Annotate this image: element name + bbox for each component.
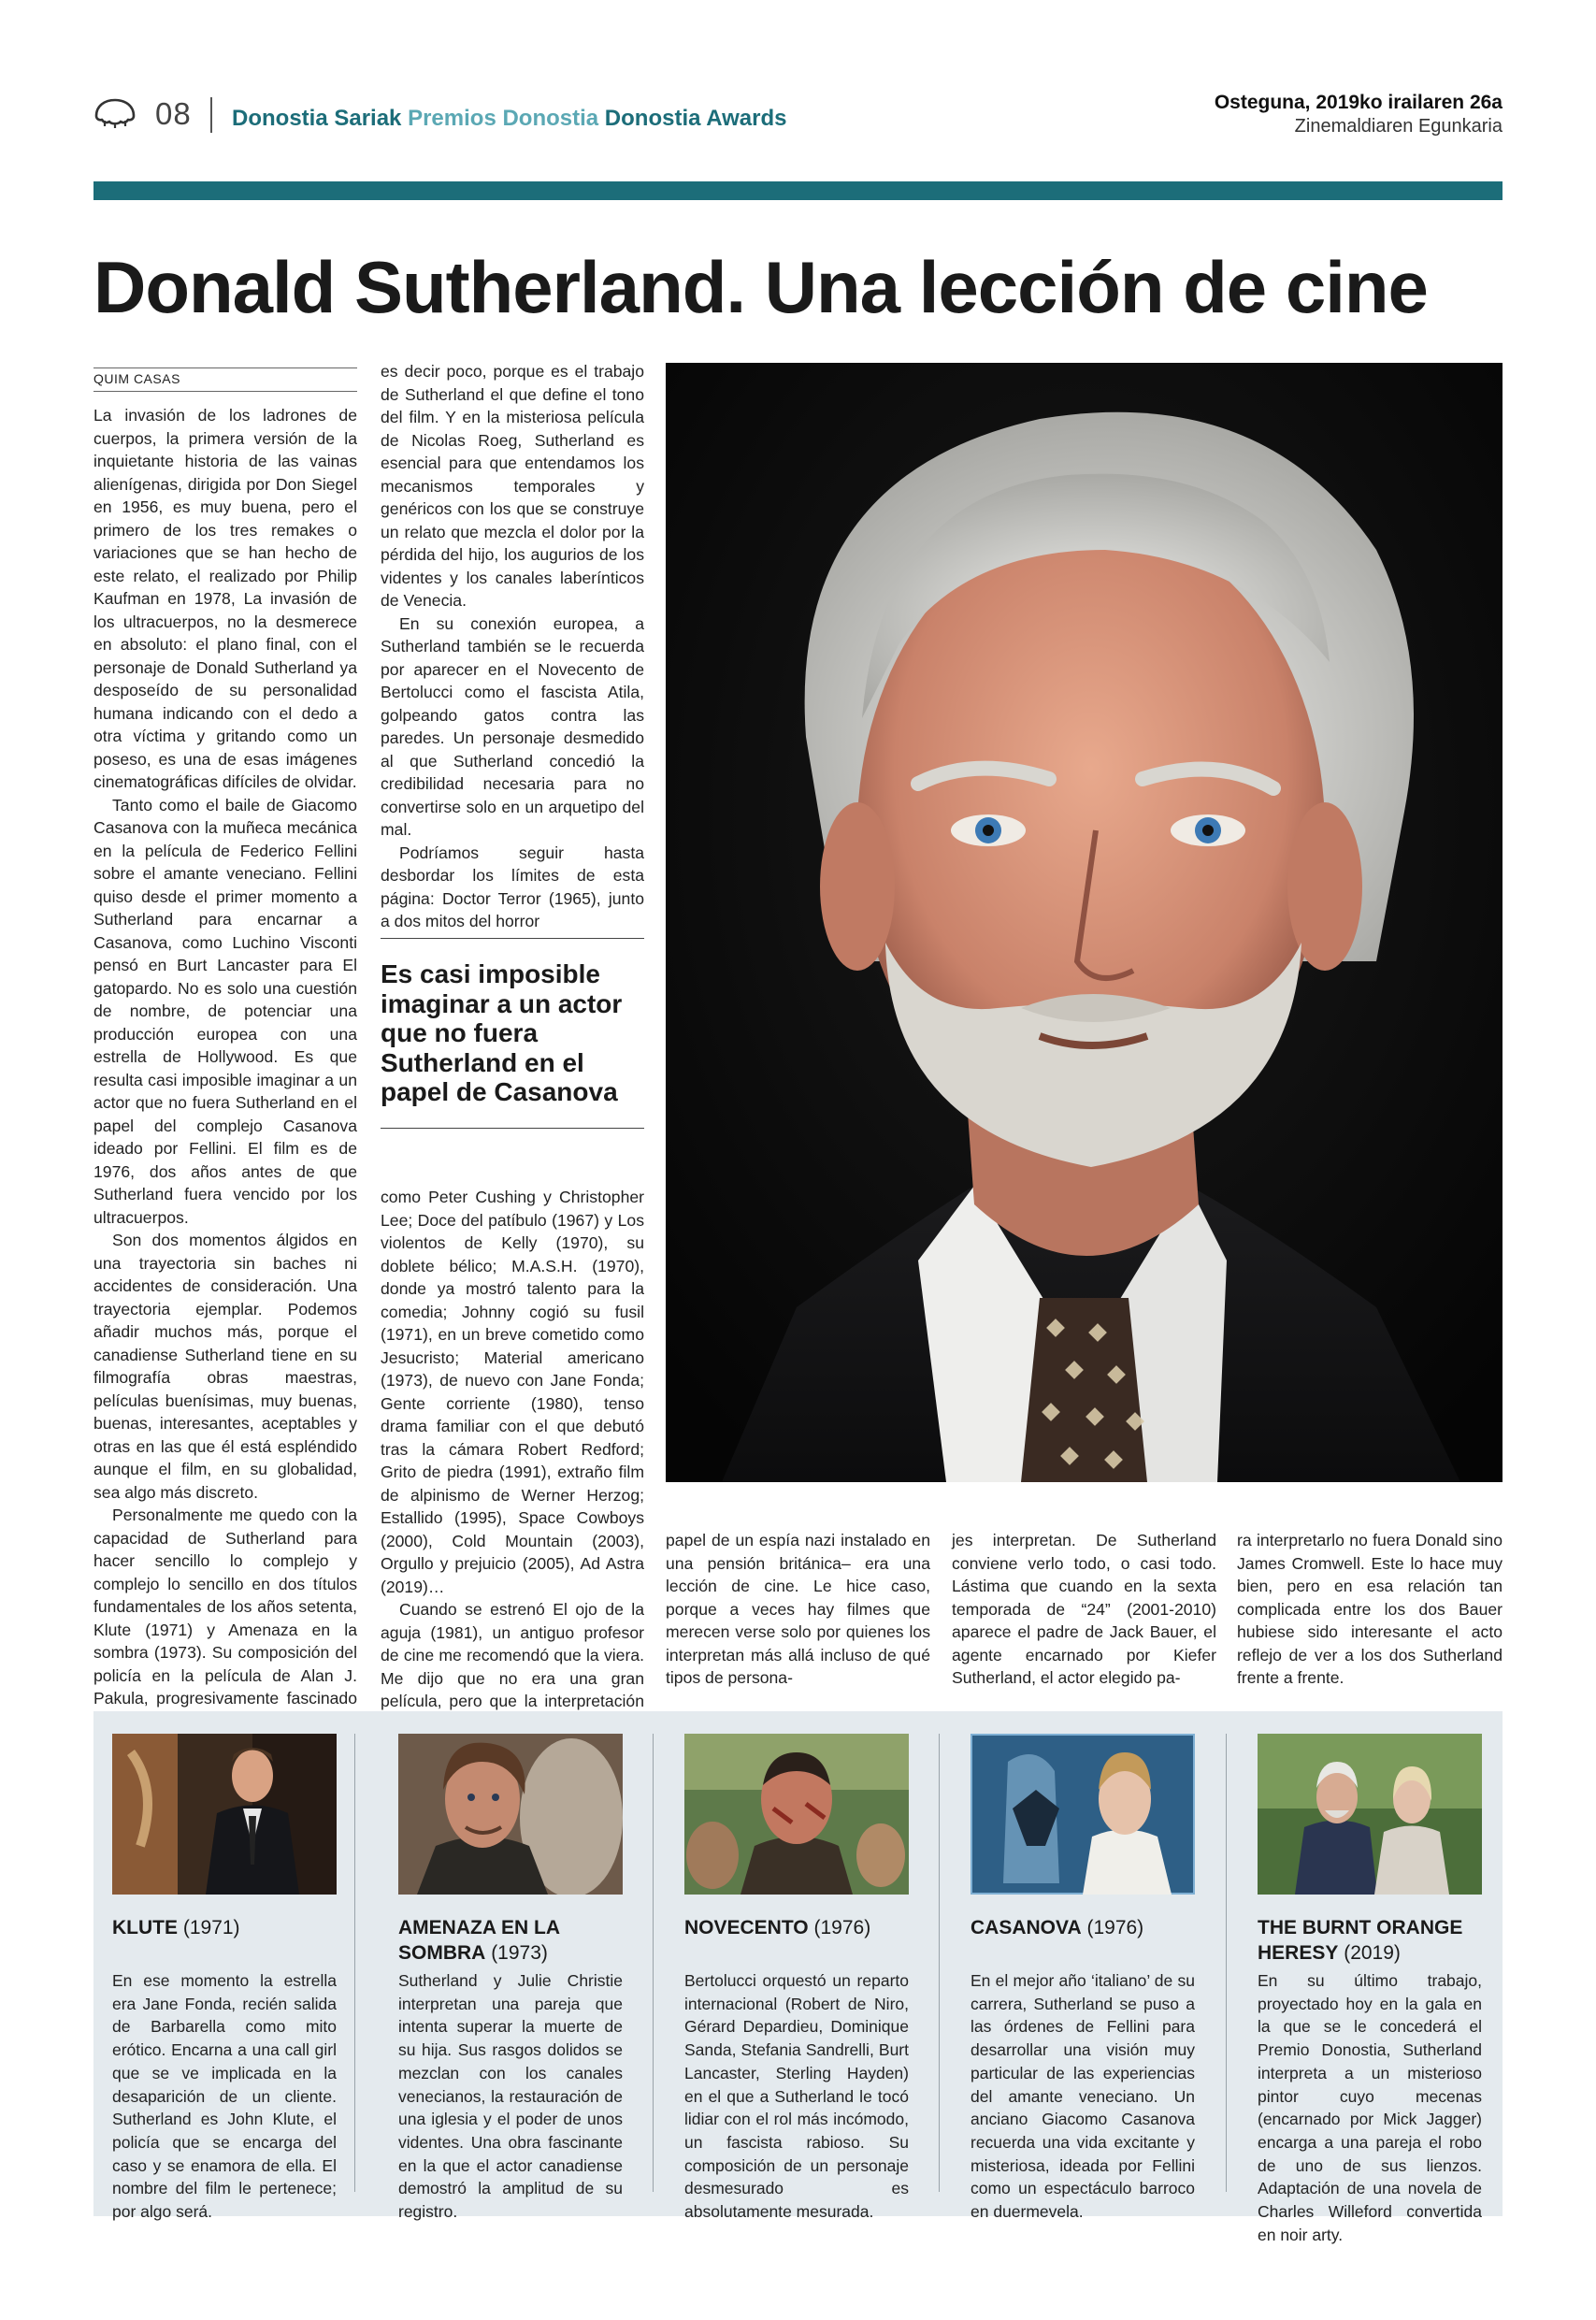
film-title [971, 1915, 1195, 1940]
casanova-still-photo [971, 1734, 1195, 1895]
film-description: En su último trabajo, proyectado hoy en la gala en la que se le concederá el Premio Donostia, Sutherland interpreta a un misterioso pintor cuyo mecenas (encarnado por Mick Jagger) encarga a una pareja el robo de uno de sus lienzos. Adaptación de una novela de Charles Willeford convertida en noir arty. [1258, 1971, 1482, 2244]
article-column-1 [93, 404, 357, 1779]
film-title-text: KLUTE [112, 1917, 178, 1938]
film-title-text: CASANOVA [971, 1917, 1082, 1938]
film-title-text: THE BURNT ORANGE HERESY [1258, 1917, 1463, 1964]
article-paragraph: papel de un espía nazi instalado en una pensión británica– era una lección de cine. Le hice caso, porque a veces hay filmes que merecen verse solo por quienes los interpretan más allá incluso de qué tipos de persona- [666, 1531, 930, 1687]
amenaza-en-la-sombra-still-photo [398, 1734, 623, 1895]
klute-still-photo [112, 1734, 337, 1895]
film-title [1258, 1915, 1482, 1966]
film-title-text: NOVECENTO [684, 1917, 809, 1938]
article-column-5 [1237, 1529, 1503, 1690]
section-title-english: Donostia Awards [604, 106, 787, 131]
issue-date: Osteguna, 2019ko irailaren 26a [1214, 92, 1503, 113]
article-paragraph: Cuando se estrenó El ojo de la aguja (1981), un antiguo profesor de cine me recomendó que la viera. Me dijo que no era una gran película, pero que la interpretación [381, 1600, 644, 1710]
article-paragraph: es decir poco, porque es el trabajo de Sutherland el que define el tono del film. Y en la misteriosa película de Nicolas Roeg, Sutherland es esencial para que entendamos los mecanismos temporales y genéricos con los que se construye un relato que mezcla el dolor por la pérdida del hijo, los augurios de los videntes y los canales laberínticos de Venecia. [381, 362, 644, 610]
header-separator [210, 97, 212, 133]
film-divider [653, 1734, 654, 2192]
article-headline: Donald Sutherland. Una lección de cine [93, 246, 1428, 328]
novecento-still-photo [684, 1734, 909, 1895]
festival-shell-logo-icon [93, 97, 137, 131]
pull-quote-rule-bottom [381, 1128, 644, 1129]
film-year: (2019) [1344, 1942, 1401, 1964]
byline-rule-bottom [93, 391, 357, 392]
section-title-spanish: Premios Donostia [408, 106, 599, 131]
film-year: (1976) [813, 1917, 871, 1938]
article-paragraph: como Peter Cushing y Christopher Lee; Doce del patíbulo (1967) y Los violentos de Kelly (1970), su doblete bélico; M.A.S.H. (1970), donde ya mostró talento para la comedia; Johnny cogió su fusil (1971), en un breve cometido como Jesucristo; Material americano (1973), de nuevo con Jane Fonda; Gente corriente (1980), tenso drama familiar con el que debutó tras la cámara Robert Redford; Grito de piedra (1991), extraño film de alpinismo de Werner Herzog; Estallido (1995), Space Cowboys (2000), Cold Mountain (2003), Orgullo y prejuicio (2005), Ad Astra (2019)… [381, 1188, 644, 1596]
article-paragraph: Tanto como el baile de Giacomo Casanova con la muñeca mecánica en la película de Federico Fellini sobre el amante veneciano. Fellini quiso desde el primer momento a Sutherland para encarnar a Casanova, como Luchino Visconti pensó en Burt Lancaster para El gatopardo. No es solo una cuestión de nombre, de potenciar una producción europea con una estrella de Hollywood. Es que resulta casi imposible imaginar a un actor que no fuera Sutherland en el papel del complejo Casanova ideado por Fellini. El film es de 1976, dos años antes de que Sutherland fuera vencido por los ultracuerpos. [93, 795, 357, 1227]
byline: QUIM CASAS [93, 371, 180, 386]
film-year: (1971) [182, 1917, 240, 1938]
film-divider [939, 1734, 940, 2192]
film-title-text: AMENAZA EN LA SOMBRA [398, 1917, 560, 1964]
page-number: 08 [155, 96, 192, 131]
section-title-basque: Donostia Sariak [232, 106, 402, 131]
header-accent-bar [93, 181, 1503, 200]
film-year: (1973) [491, 1942, 548, 1964]
article-paragraph: En su conexión europea, a Sutherland también se le recuerda por aparecer en el Novecento de Bertolucci como el fascista Atila, golpeando gatos contra las paredes. Un personaje desmedido al que Sutherland concedió la credibilidad necesaria para no convertirse solo en un arquetipo del mal. [381, 613, 644, 839]
article-paragraph: La invasión de los ladrones de cuerpos, la primera versión de la inquietante historia de las vainas alienígenas, dirigida por Don Siegel en 1956, es muy buena, pero el primero de los tres remakes o variaciones que se han hecho de este relato, el realizado por Philip Kaufman en 1978, La invasión de los ultracuerpos, no la desmerece en absoluto: el plano final, con el personaje de Donald Sutherland ya desposeído de su personalidad humana indicando con el dedo a otra víctima y gritando como un poseso, es una de esas imágenes cinematográficas difíciles de olvidar. [93, 406, 357, 791]
film-title [398, 1915, 623, 1966]
article-column-2-top [381, 360, 644, 933]
film-year: (1976) [1086, 1917, 1144, 1938]
article-column-3 [666, 1529, 930, 1690]
film-divider [354, 1734, 355, 2192]
article-column-4 [952, 1529, 1216, 1690]
film-title [684, 1915, 909, 1940]
donald-sutherland-portrait-photo [666, 363, 1503, 1482]
film-divider [1226, 1734, 1227, 2192]
article-paragraph: Personalmente me quedo con la capacidad de Sutherland para hacer sencillo lo complejo y complejo lo sencillo en dos títulos fundamentales de los años setenta, Klute (1971) y Amenaza en la sombra (1973). Su composición del policía en la película de Alan J. Pakula, progresivamente fascinado [93, 1506, 357, 1708]
section-title [232, 106, 787, 132]
film-description: En ese momento la estrella era Jane Fonda, recién salida de Barbarella como mito erótico. Encarna a una call girl que se ve implicada en la desaparición de un cliente. Sutherland es John Klute, el policía que se encarga del caso y se enamora de ella. El nombre del film le pertenece; por algo será. [112, 1971, 337, 2222]
article-paragraph: jes interpretan. De Sutherland conviene verlo todo, o casi todo. Lástima que cuando en la sexta temporada de “24” (2001-2010) aparece el padre de Jack Bauer, el agente encarnado por Kiefer Sutherland, el actor elegido pa- [952, 1531, 1216, 1687]
article-column-2-bottom [381, 1186, 644, 1736]
article-paragraph: ra interpretarlo no fuera Donald sino James Cromwell. Este lo hace muy bien, pero en esa relación tan complicada entre los dos Bauer hubiese sido interesante el acto reflejo de ver a los dos Sutherland frente a frente. [1237, 1531, 1503, 1687]
film-description: Bertolucci orquestó un reparto internacional (Robert de Niro, Gérard Depardieu, Dominique Sanda, Stefania Sandrelli, Burt Lancaster, Sterling Hayden) en el que a Sutherland le tocó lidiar con el rol más incómodo, un fascista rabioso. Su composición de un personaje desmesurado es absolutamente mesurada. [684, 1971, 909, 2222]
article-paragraph: Podríamos seguir hasta desbordar los límites de esta página: Doctor Terror (1965), junto a dos mitos del horror [381, 843, 644, 930]
pull-quote-rule-top [381, 938, 644, 939]
film-description: Sutherland y Julie Christie interpretan una pareja que intenta superar la muerte de su hija. Sus rasgos dolidos se mezclan con los canales venecianos, la restauración de una iglesia y el poder de unos videntes. Una obra fascinante en la que el actor canadiense demostró la amplitud de su registro. [398, 1971, 623, 2222]
byline-rule-top [93, 367, 357, 368]
the-burnt-orange-heresy-still-photo [1258, 1734, 1482, 1895]
pull-quote: Es casi imposible imaginar a un actor que no fuera Sutherland en el papel de Casanova [381, 959, 623, 1106]
film-description: En el mejor año ‘italiano’ de su carrera, Sutherland se puso a las órdenes de Fellini para desarrollar una visión muy particular de las experiencias del amante veneciano. Un anciano Giacomo Casanova recuerda una vida excitante y misteriosa, ideada por Fellini como un espectáculo barroco en duermevela. [971, 1971, 1195, 2222]
filmography-panel [93, 1711, 1503, 2244]
film-title [112, 1915, 337, 1940]
article-paragraph: Son dos momentos álgidos en una trayectoria sin baches ni accidentes de consideración. Una trayectoria ejemplar. Podemos añadir muchos más, porque el canadiense Sutherland tiene en su filmografía obras maestras, películas buenísimas, muy buenas, buenas, interesantes, aceptables y otras en las que él está espléndido aunque el film, en su globalidad, sea algo más discreto. [93, 1231, 357, 1502]
newspaper-name: Zinemaldiaren Egunkaria [1294, 116, 1503, 137]
